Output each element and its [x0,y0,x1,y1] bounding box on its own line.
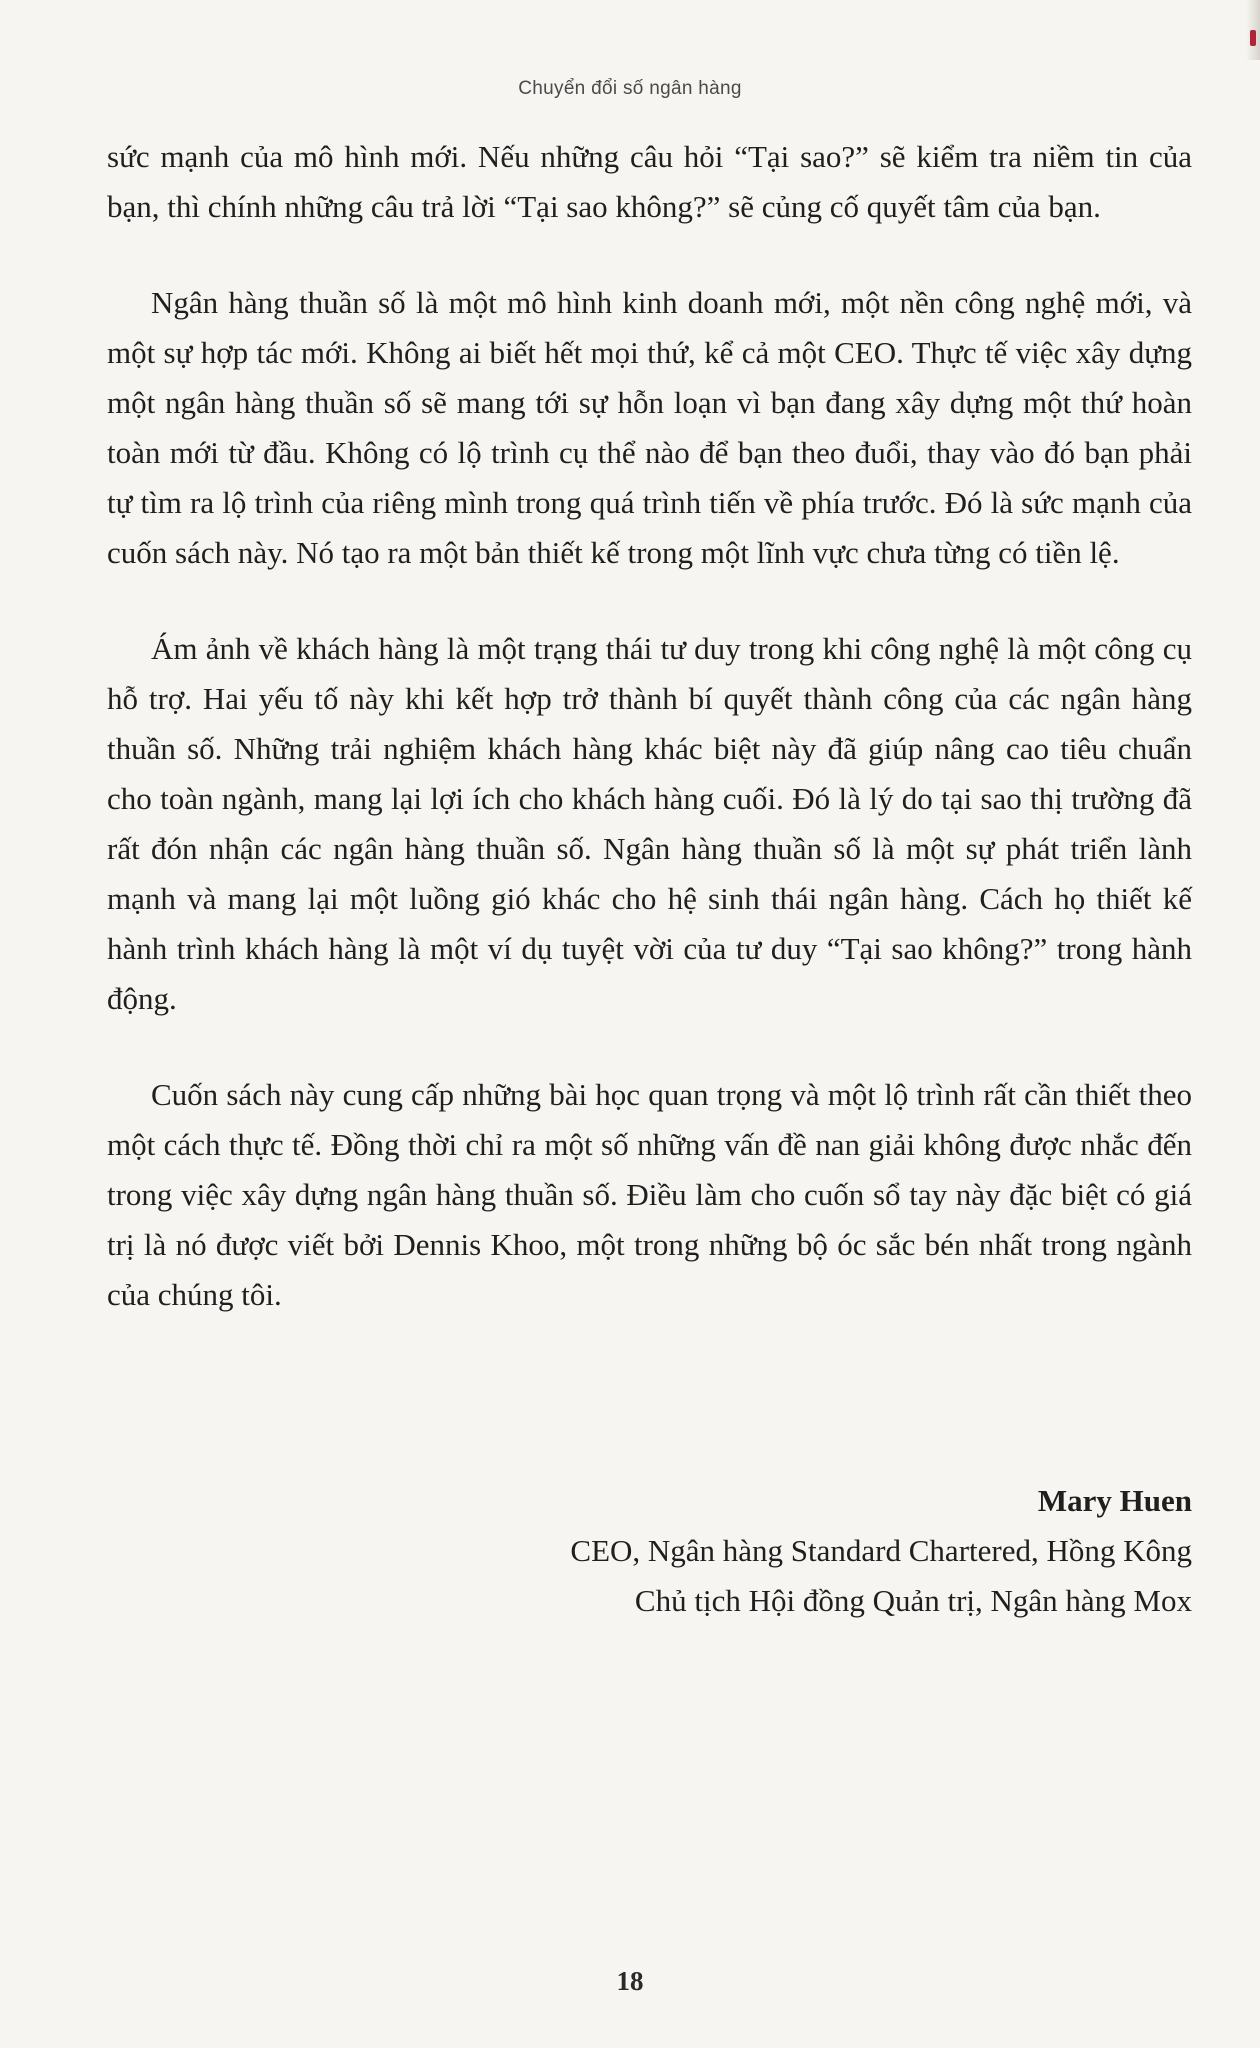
paragraph: Ám ảnh về khách hàng là một trạng thái tư duy trong khi công nghệ là một công cụ hỗ trợ. Hai yếu tố này khi kết hợp trở thành bí quyết thành công của các ngân hàng thuần số. Những trải nghiệm khách hàng khác biệt này đã giúp nâng cao tiêu chuẩn cho toàn ngành, mang lại lợi ích cho khách hàng cuối. Đó là lý do tại sao thị trường đã rất đón nhận các ngân hàng thuần số. Ngân hàng thuần số là một sự phát triển lành mạnh và mang lại một luồng gió khác cho hệ sinh thái ngân hàng. Cách họ thiết kế hành trình khách hàng là một ví dụ tuyệt vời của tư duy “Tại sao không?” trong hành động. [107,631,1192,1016]
signature-name: Mary Huen [1037,1483,1192,1518]
signature-block [570,1476,1192,1626]
body-text [107,132,1192,1366]
running-header: Chuyển đổi số ngân hàng [518,78,742,99]
paragraph: Cuốn sách này cung cấp những bài học quan trọng và một lộ trình rất cần thiết theo một cách thực tế. Đồng thời chỉ ra một số những vấn đề nan giải không được nhắc đến trong việc xây dựng ngân hàng thuần số. Điều làm cho cuốn sổ tay này đặc biệt có giá trị là nó được viết bởi Dennis Khoo, một trong những bộ óc sắc bén nhất trong ngành của chúng tôi. [107,1077,1192,1312]
page-number: 18 [616,1966,644,1996]
paragraph-continuation: sức mạnh của mô hình mới. Nếu những câu hỏi “Tại sao?” sẽ kiểm tra niềm tin của bạn, thì chính những câu trả lời “Tại sao không?” sẽ củng cố quyết tâm của bạn. [107,139,1192,224]
signature-title-1: CEO, Ngân hàng Standard Chartered, Hồng Kông [570,1533,1192,1568]
page-edge-ribbon [1250,30,1256,46]
paragraph: Ngân hàng thuần số là một mô hình kinh doanh mới, một nền công nghệ mới, và một sự hợp tác mới. Không ai biết hết mọi thứ, kể cả một CEO. Thực tế việc xây dựng một ngân hàng thuần số sẽ mang tới sự hỗn loạn vì bạn đang xây dựng một thứ hoàn toàn mới từ đầu. Không có lộ trình cụ thể nào để bạn theo đuổi, thay vào đó bạn phải tự tìm ra lộ trình của riêng mình trong quá trình tiến về phía trước. Đó là sức mạnh của cuốn sách này. Nó tạo ra một bản thiết kế trong một lĩnh vực chưa từng có tiền lệ. [107,285,1192,570]
signature-title-2: Chủ tịch Hội đồng Quản trị, Ngân hàng Mox [634,1583,1192,1618]
